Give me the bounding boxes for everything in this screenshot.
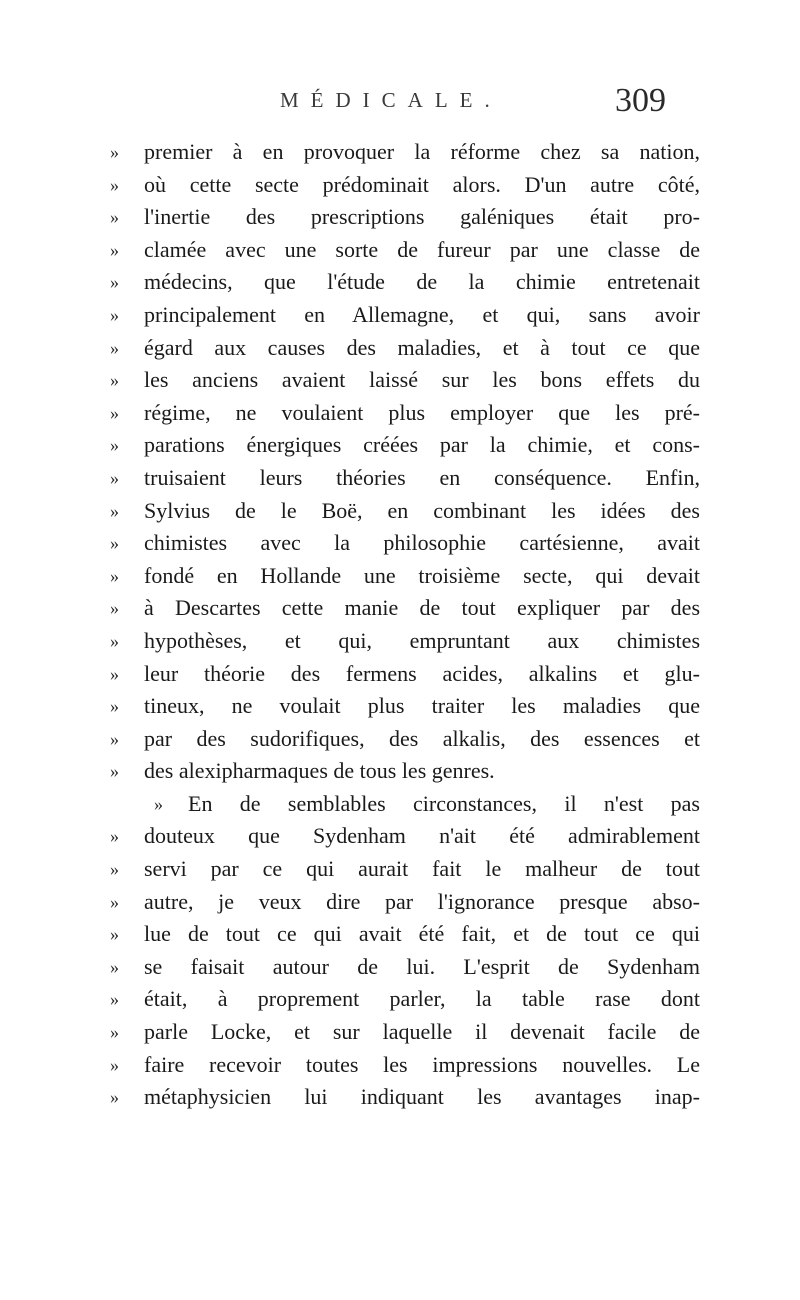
line-text: servi par ce qui aurait fait le malheur de tout — [144, 856, 700, 882]
quote-mark: » — [110, 728, 119, 749]
quote-mark: » — [110, 207, 119, 228]
text-line — [110, 201, 700, 234]
line-text: métaphysicien lui indiquant les avantages inap- — [144, 1084, 700, 1110]
line-text: douteux que Sydenham n'ait été admirablement — [144, 823, 700, 849]
text-line — [110, 723, 700, 756]
line-text: les anciens avaient laissé sur les bons effets du — [144, 367, 700, 393]
line-text: truisaient leurs théories en conséquence. Enfin, — [144, 464, 700, 490]
line-text: régime, ne voulaient plus employer que les pré- — [144, 399, 700, 425]
line-text: à Descartes cette manie de tout expliquer par des — [144, 595, 700, 621]
text-line — [110, 658, 700, 691]
quote-mark: » — [110, 467, 119, 488]
text-line — [110, 364, 700, 397]
line-text: premier à en provoquer la réforme chez sa nation, — [144, 139, 700, 164]
line-text: égard aux causes des maladies, et à tout ce que — [144, 334, 700, 360]
quote-mark: » — [110, 956, 119, 977]
quote-mark: » — [110, 272, 119, 293]
quote-mark: » — [110, 239, 119, 260]
line-text: faire recevoir toutes les impressions nouvelles. Le — [144, 1051, 700, 1077]
text-line — [110, 527, 700, 560]
text-line — [110, 1081, 700, 1114]
quote-mark: » — [110, 435, 119, 456]
quote-mark: » — [110, 565, 119, 586]
quote-mark: » — [110, 304, 119, 325]
text-line — [110, 625, 700, 658]
line-text: l'inertie des prescriptions galéniques était pro- — [144, 204, 700, 230]
text-line — [110, 592, 700, 625]
quote-mark: » — [110, 663, 119, 684]
page-number: 309 — [615, 82, 666, 119]
quote-mark: » — [110, 1054, 119, 1075]
text-line — [110, 429, 700, 462]
text-line — [110, 886, 700, 919]
line-text: chimistes avec la philosophie cartésienne, avait — [144, 530, 700, 556]
page-header — [0, 82, 800, 130]
quote-mark: » — [110, 924, 119, 945]
quote-mark: » — [110, 142, 119, 162]
text-line — [110, 462, 700, 495]
quote-mark: » — [110, 598, 119, 619]
line-text: hypothèses, et qui, empruntant aux chimistes — [144, 627, 700, 653]
text-line — [110, 332, 700, 365]
quote-mark: » — [110, 500, 119, 521]
line-text: des alexipharmaques de tous les genres. — [144, 758, 495, 784]
body-text — [110, 136, 700, 1114]
text-line — [110, 755, 700, 788]
quote-mark: » — [110, 402, 119, 423]
line-text: médecins, que l'étude de la chimie entretenait — [144, 269, 700, 295]
quote-mark: » — [110, 696, 119, 717]
line-text: Sylvius de le Boë, en combinant les idées des — [144, 497, 700, 523]
quote-mark: » — [110, 337, 119, 358]
text-line — [110, 983, 700, 1016]
line-text: En de semblables circonstances, il n'est pas — [188, 790, 700, 816]
text-line — [110, 234, 700, 267]
quote-mark: » — [110, 989, 119, 1010]
text-line — [110, 820, 700, 853]
line-text: où cette secte prédominait alors. D'un autre côté, — [144, 171, 700, 197]
quote-mark: » — [110, 174, 119, 195]
quote-mark: » — [110, 761, 119, 782]
quote-mark: » — [154, 793, 163, 814]
line-text: lue de tout ce qui avait été fait, et de tout ce qui — [144, 921, 700, 947]
text-line — [110, 788, 700, 821]
text-line — [110, 951, 700, 984]
line-text: parle Locke, et sur laquelle il devenait facile de — [144, 1019, 700, 1045]
line-text: principalement en Allemagne, et qui, sans avoir — [144, 301, 700, 327]
line-text: était, à proprement parler, la table rase dont — [144, 986, 700, 1012]
quote-mark: » — [110, 533, 119, 554]
quote-mark: » — [110, 370, 119, 391]
line-text: se faisait autour de lui. L'esprit de Sydenham — [144, 953, 700, 979]
text-line — [110, 136, 700, 169]
quote-mark: » — [110, 859, 119, 880]
text-line — [110, 266, 700, 299]
text-line — [110, 397, 700, 430]
text-line — [110, 560, 700, 593]
text-line — [110, 169, 700, 202]
text-line — [110, 299, 700, 332]
quote-mark: » — [110, 630, 119, 651]
text-line — [110, 853, 700, 886]
quote-mark: » — [110, 1087, 119, 1108]
running-head: MÉDICALE. — [280, 88, 502, 112]
text-line — [110, 1016, 700, 1049]
text-line — [110, 690, 700, 723]
quote-mark: » — [110, 826, 119, 847]
text-line — [110, 1049, 700, 1082]
quote-mark: » — [110, 891, 119, 912]
line-text: parations énergiques créées par la chimie, et cons- — [144, 432, 700, 458]
line-text: tineux, ne voulait plus traiter les maladies que — [144, 693, 700, 719]
line-text: par des sudorifiques, des alkalis, des essences et — [144, 725, 700, 751]
line-text: leur théorie des fermens acides, alkalins et glu- — [144, 660, 700, 686]
text-line — [110, 495, 700, 528]
line-text: autre, je veux dire par l'ignorance presque abso- — [144, 888, 700, 914]
quote-mark: » — [110, 1022, 119, 1043]
line-text: fondé en Hollande une troisième secte, qui devait — [144, 562, 700, 588]
line-text: clamée avec une sorte de fureur par une classe de — [144, 236, 700, 262]
text-line — [110, 918, 700, 951]
